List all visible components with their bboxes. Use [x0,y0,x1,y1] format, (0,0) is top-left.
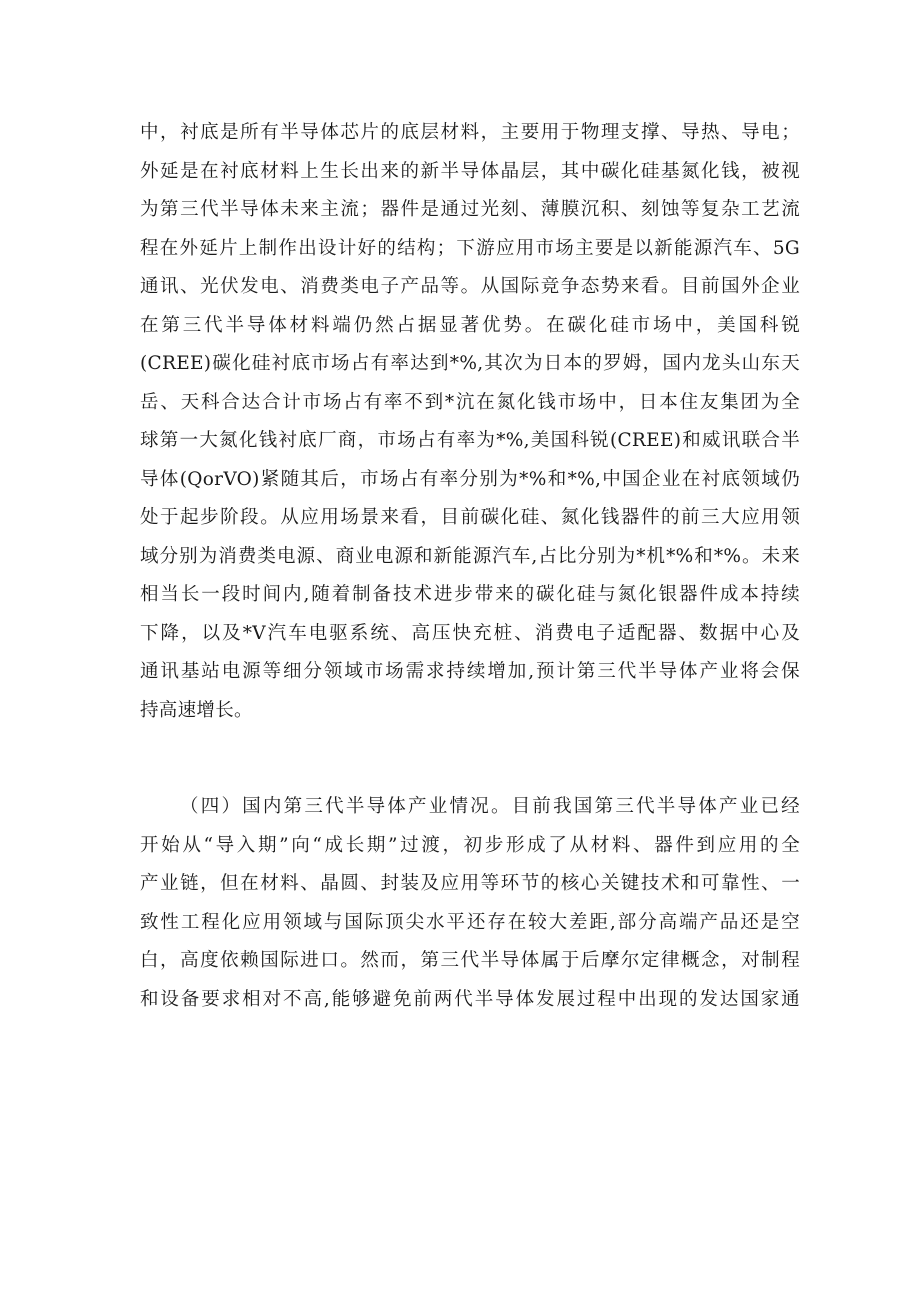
paragraph-line: 相当长一段时间内,随着制备技术进步带来的碳化硅与氮化银器件成本持续 [140,584,800,605]
paragraph-line: （四）国内第三代半导体产业情况。目前我国第三代半导体产业已经 [180,796,800,817]
paragraph-line: 程在外延片上制作出设计好的结构；下游应用市场主要是以新能源汽车、5G [140,237,800,259]
paragraph-line: 白，高度依赖国际进口。然而，第三代半导体属于后摩尔定律概念，对制程 [140,950,800,971]
paragraph-line: 球第一大氮化钱衬底厂商，市场占有率为*%,美国科锐(CREE)和威讯联合半 [140,430,800,451]
paragraph-market-overview [140,114,800,730]
paragraph-line: 为第三代半导体未来主流；器件是通过光刻、薄膜沉积、刻蚀等复杂工艺流 [140,199,800,220]
paragraph-line: 下降，以及*V汽车电驱系统、高压快充桩、消费电子适配器、数据中心及 [140,622,800,644]
paragraph-line: 致性工程化应用领域与国际顶尖水平还存在较大差距,部分高端产品还是空 [140,911,800,933]
paragraph-line: 持高速增长。 [140,699,253,721]
paragraph-line: 产业链，但在材料、晶圆、封装及应用等环节的核心关键技术和可靠性、一 [140,873,800,894]
paragraph-line: (CREE)碳化硅衬底市场占有率达到*%,其次为日本的罗姆，国内龙头山东天 [140,353,800,374]
paragraph-line: 导体(QorVO)紧随其后，市场占有率分别为*%和*%,中国企业在衬底领域仍 [140,468,800,490]
paragraph-line: 在第三代半导体材料端仍然占据显著优势。在碳化硅市场中，美国科锐 [140,314,800,336]
paragraph-line: 中，衬底是所有半导体芯片的底层材料，主要用于物理支撑、导热、导电； [140,122,800,143]
paragraph-line: 岳、天科合达合计市场占有率不到*沆在氮化钱市场中，日本住友集团为全 [140,391,800,413]
paragraph-line: 通讯、光伏发电、消费类电子产品等。从国际竞争态势来看。目前国外企业 [140,276,800,297]
paragraph-line: 和设备要求相对不高,能够避免前两代半导体发展过程中出现的发达国家通 [140,988,800,1010]
paragraph-line: 处于起步阶段。从应用场景来看，目前碳化硅、氮化钱器件的前三大应用领 [140,507,800,528]
paragraph-line: 通讯基站电源等细分领域市场需求持续增加,预计第三代半导体产业将会保 [140,661,800,682]
paragraph-line: 开始从“导入期”向“成长期”过渡，初步形成了从材料、器件到应用的全 [140,834,800,856]
paragraph-line: 外延是在衬底材料上生长出来的新半导体晶层，其中碳化硅基氮化钱，被视 [140,160,800,182]
paragraph-domestic-industry [140,788,800,1019]
paragraph-line: 域分别为消费类电源、商业电源和新能源汽车,占比分别为*机*%和*%。未来 [140,545,800,567]
